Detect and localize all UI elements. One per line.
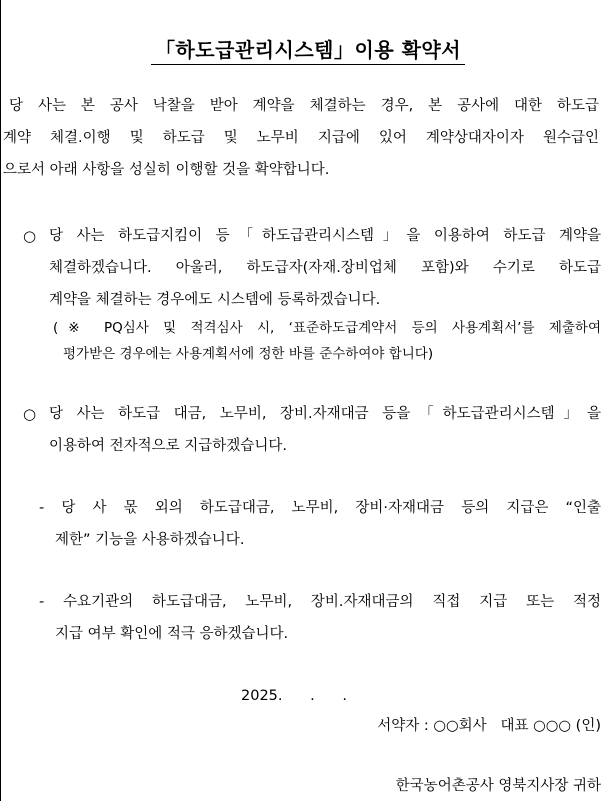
item1-line-2: 체결하겠습니다. 아울러, 하도급자(자재.장비업체 포함)와 수기로 하도급 xyxy=(49,260,601,276)
item1-line-3: 계약을 체결하는 경우에도 시스템에 등록하겠습니다. xyxy=(49,292,381,308)
document-title xyxy=(1,34,614,63)
bullet-circle-2: ○ xyxy=(23,405,37,423)
sub2-line-1: - 수요기관의 하도급대금, 노무비, 장비.자재대금의 직접 지급 또는 적정 xyxy=(39,594,601,610)
item1-line-1: 당 사는 하도급지킴이 등「하도급관리시스템」을 이용하여 하도급 계약을 xyxy=(49,228,601,244)
sub2-line-2: 지급 여부 확인에 적극 응하겠습니다. xyxy=(55,626,289,642)
date-line: 2025. . . xyxy=(241,688,348,704)
item2-line-2: 이용하여 전자적으로 지급하겠습니다. xyxy=(49,438,287,454)
intro-line-3: 으로서 아래 사항을 성실히 이행할 것을 확약합니다. xyxy=(3,162,330,178)
item1-note-line-1: (※ PQ심사 및 적격심사 시, ‘표준하도급계약서 등의 사용계획서’를 제출하여 xyxy=(53,320,601,336)
bullet-circle-1: ○ xyxy=(23,227,37,245)
addressee-line: 한국농어촌공사 영북지사장 귀하 xyxy=(395,778,601,794)
intro-line-1: 당 사는 본 공사 낙찰을 받아 계약을 체결하는 경우, 본 공사에 대한 하도급 xyxy=(9,98,599,114)
signer-line: 서약자 : ○○회사 대표 ○○○ (인) xyxy=(377,718,601,734)
sub1-line-2: 제한” 기능을 사용하겠습니다. xyxy=(55,532,245,548)
sub1-line-1: - 당 사 몫 외의 하도급대금, 노무비, 장비·자재대금 등의 지급은 “인출 xyxy=(39,500,601,516)
item1-note-line-2: 평가받은 경우에는 사용계획서에 정한 바를 준수하여야 합니다) xyxy=(63,346,434,362)
intro-line-2: 계약 체결.이행 및 하도급 및 노무비 지급에 있어 계약상대자이자 원수급인 xyxy=(3,130,599,146)
title-text: 「하도급관리시스템」이용 확약서 xyxy=(151,38,465,65)
item2-line-1: 당 사는 하도급 대금, 노무비, 장비.자재대금 등을「하도급관리시스템」을 xyxy=(49,406,601,422)
